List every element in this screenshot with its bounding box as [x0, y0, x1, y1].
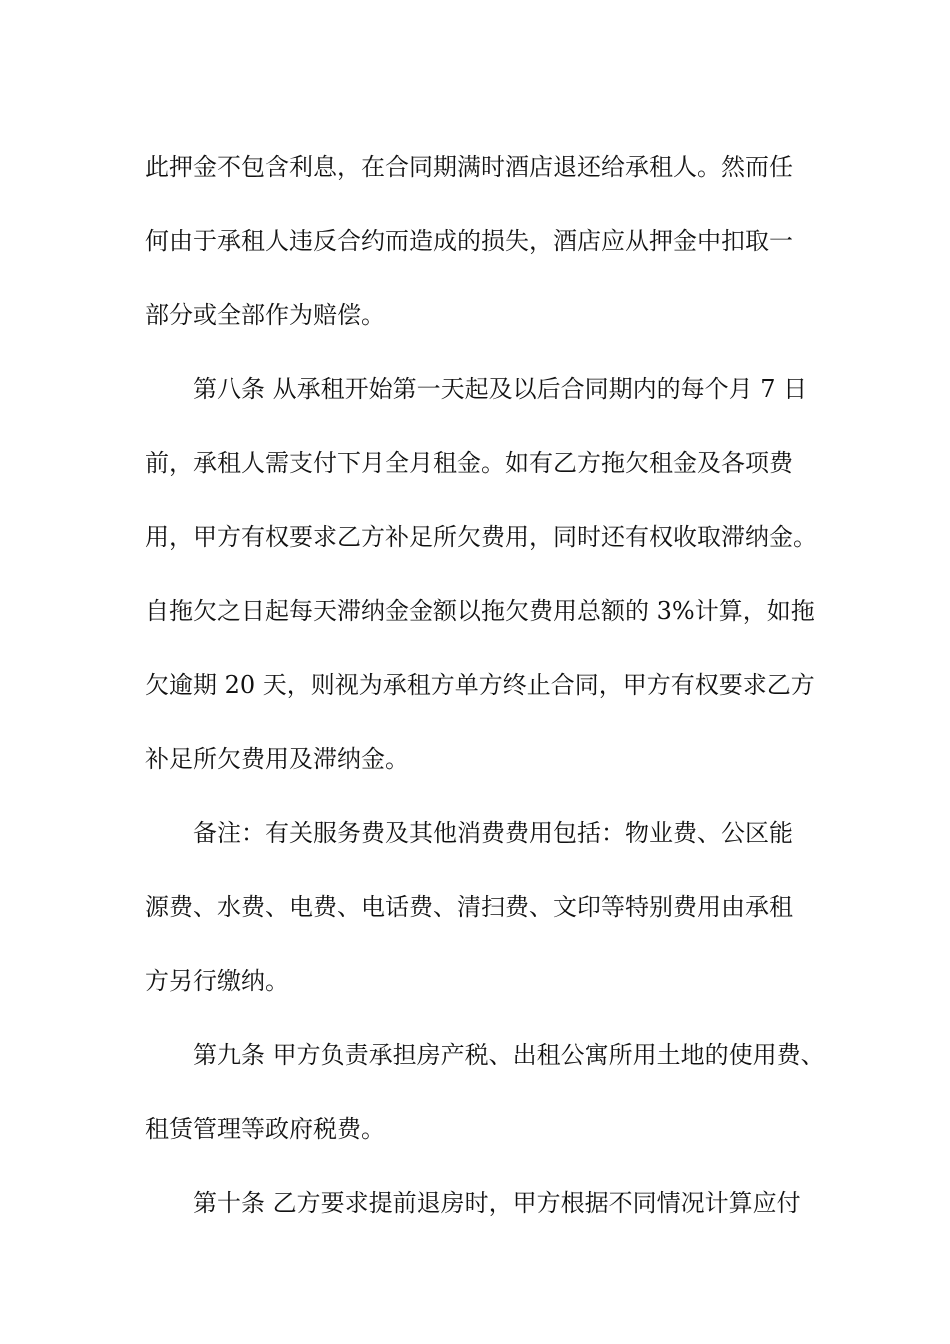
note-line: 备注：有关服务费及其他消费费用包括：物业费、公区能	[193, 819, 793, 847]
text-line: 用，甲方有权要求乙方补足所欠费用，同时还有权收取滞纳金。	[145, 523, 817, 551]
contract-text	[145, 130, 825, 1240]
article-8-line: 第八条 从承租开始第一天起及以后合同期内的每个月 7 日	[193, 375, 808, 403]
text-line: 方另行缴纳。	[145, 967, 289, 995]
text-line: 租赁管理等政府税费。	[145, 1115, 385, 1143]
text-line: 补足所欠费用及滞纳金。	[145, 745, 409, 773]
text-line: 自拖欠之日起每天滞纳金金额以拖欠费用总额的 3%计算，如拖	[145, 597, 815, 625]
text-line: 前，承租人需支付下月全月租金。如有乙方拖欠租金及各项费	[145, 449, 793, 477]
text-line: 何由于承租人违反合约而造成的损失，酒店应从押金中扣取一	[145, 227, 793, 255]
text-line: 源费、水费、电费、电话费、清扫费、文印等特别费用由承租	[145, 893, 793, 921]
text-line: 欠逾期 20 天，则视为承租方单方终止合同，甲方有权要求乙方	[145, 671, 815, 699]
text-line: 部分或全部作为赔偿。	[145, 301, 385, 329]
article-10-line: 第十条 乙方要求提前退房时，甲方根据不同情况计算应付	[193, 1189, 801, 1217]
article-9-line: 第九条 甲方负责承担房产税、出租公寓所用土地的使用费、	[193, 1041, 825, 1069]
text-line: 此押金不包含利息，在合同期满时酒店退还给承租人。然而任	[145, 153, 793, 181]
